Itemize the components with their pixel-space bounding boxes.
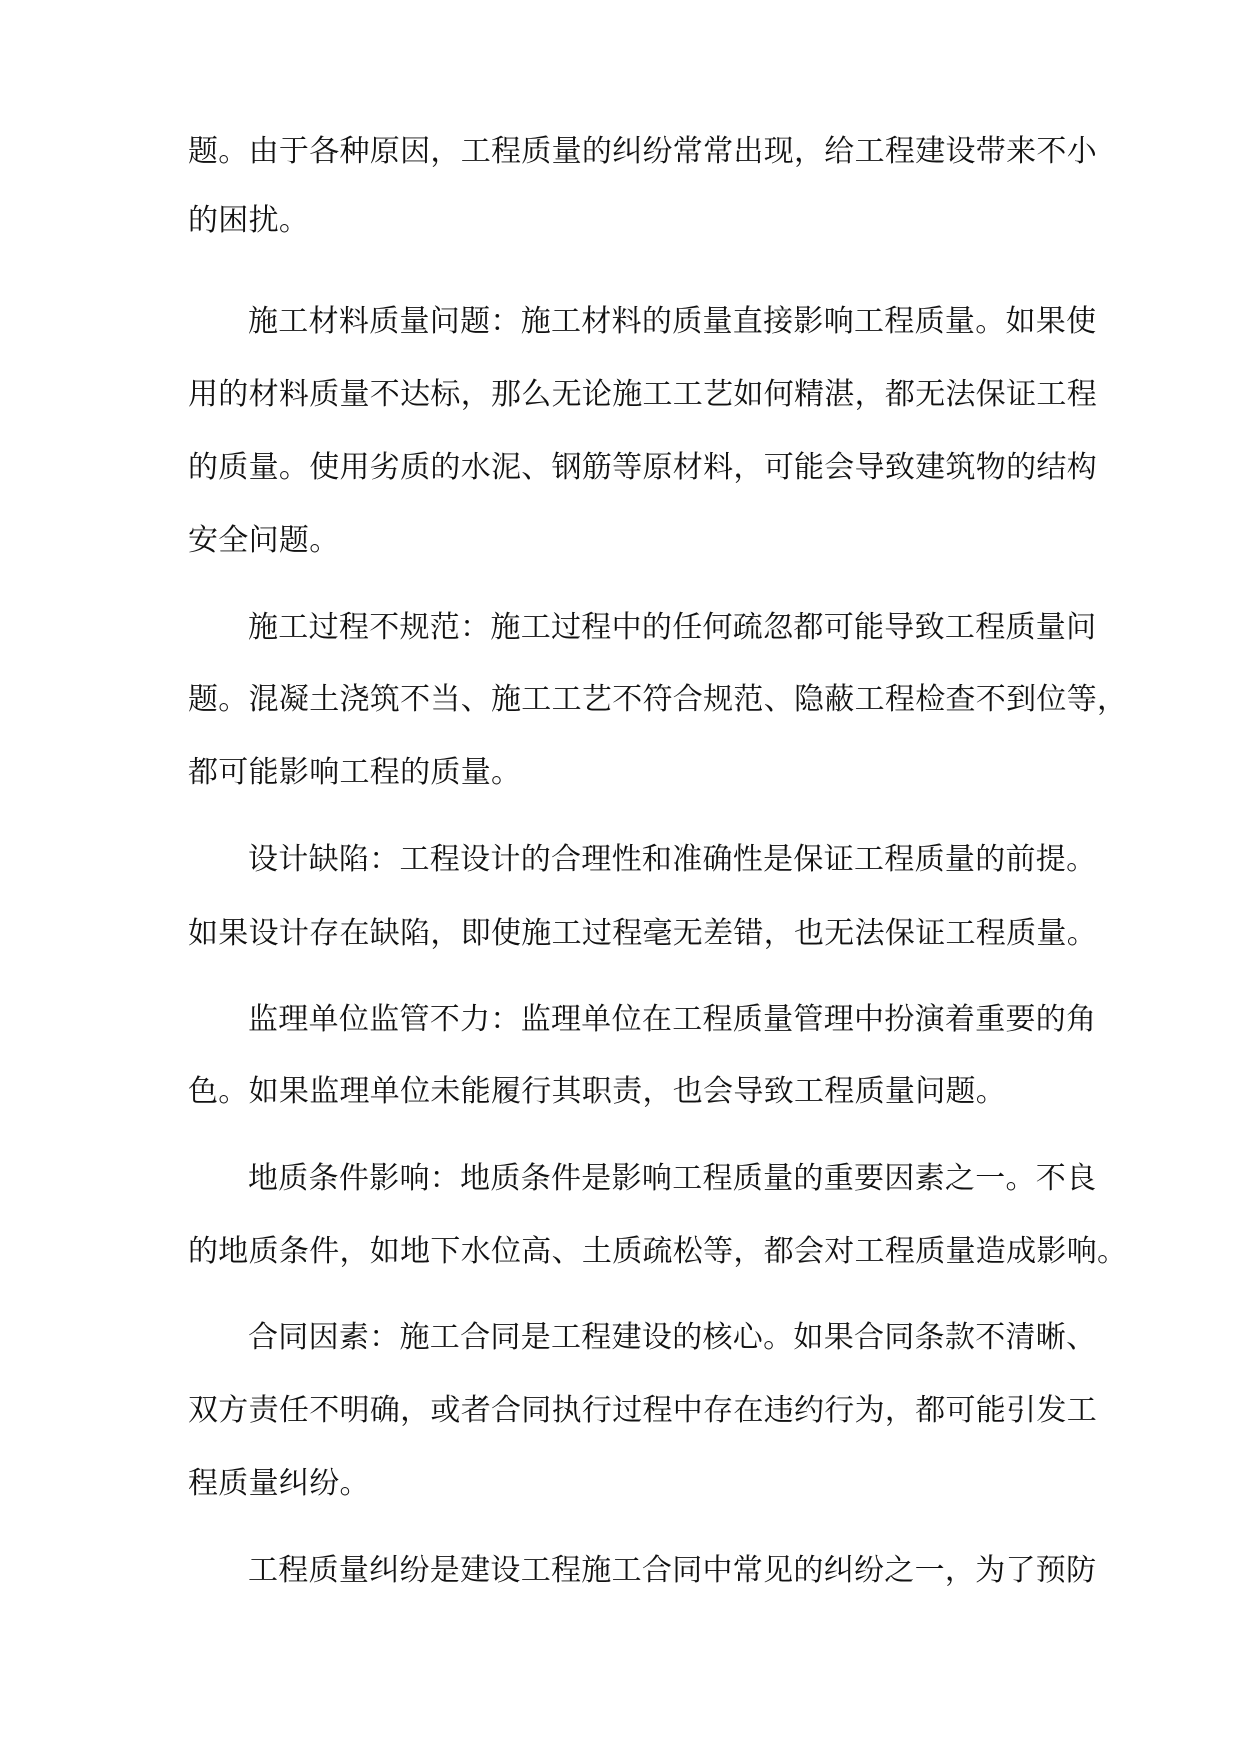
- text-line: 题。由于各种原因，工程质量的纠纷常常出现，给工程建设带来不小: [188, 134, 1097, 169]
- paragraph-first-line: 地质条件影响：地质条件是影响工程质量的重要因素之一。不良: [248, 1161, 1097, 1196]
- text-line: 安全问题。: [188, 523, 340, 558]
- text-line: 程质量纠纷。: [188, 1466, 370, 1501]
- paragraph-first-line: 施工材料质量问题：施工材料的质量直接影响工程质量。如果使: [248, 304, 1097, 339]
- text-line: 的地质条件，如地下水位高、土质疏松等，都会对工程质量造成影响。: [188, 1234, 1128, 1269]
- text-line: 如果设计存在缺陷，即使施工过程毫无差错，也无法保证工程质量。: [188, 916, 1097, 951]
- text-line: 用的材料质量不达标，那么无论施工工艺如何精湛，都无法保证工程: [188, 377, 1097, 412]
- paragraph-first-line: 设计缺陷：工程设计的合理性和准确性是保证工程质量的前提。: [248, 842, 1097, 877]
- text-line: 的困扰。: [188, 203, 310, 238]
- paragraph-first-line: 施工过程不规范：施工过程中的任何疏忽都可能导致工程质量问: [248, 610, 1097, 645]
- paragraph-first-line: 合同因素：施工合同是工程建设的核心。如果合同条款不清晰、: [248, 1320, 1097, 1355]
- paragraph-first-line: 监理单位监管不力：监理单位在工程质量管理中扮演着重要的角: [248, 1002, 1097, 1037]
- text-line: 都可能影响工程的质量。: [188, 755, 522, 790]
- text-line: 的质量。使用劣质的水泥、钢筋等原材料，可能会导致建筑物的结构: [188, 450, 1097, 485]
- text-line: 题。混凝土浇筑不当、施工工艺不符合规范、隐蔽工程检查不到位等，: [188, 682, 1128, 717]
- text-line: 双方责任不明确，或者合同执行过程中存在违约行为，都可能引发工: [188, 1393, 1097, 1428]
- text-line: 色。如果监理单位未能履行其职责，也会导致工程质量问题。: [188, 1074, 1007, 1109]
- paragraph-first-line: 工程质量纠纷是建设工程施工合同中常见的纠纷之一，为了预防: [248, 1553, 1097, 1588]
